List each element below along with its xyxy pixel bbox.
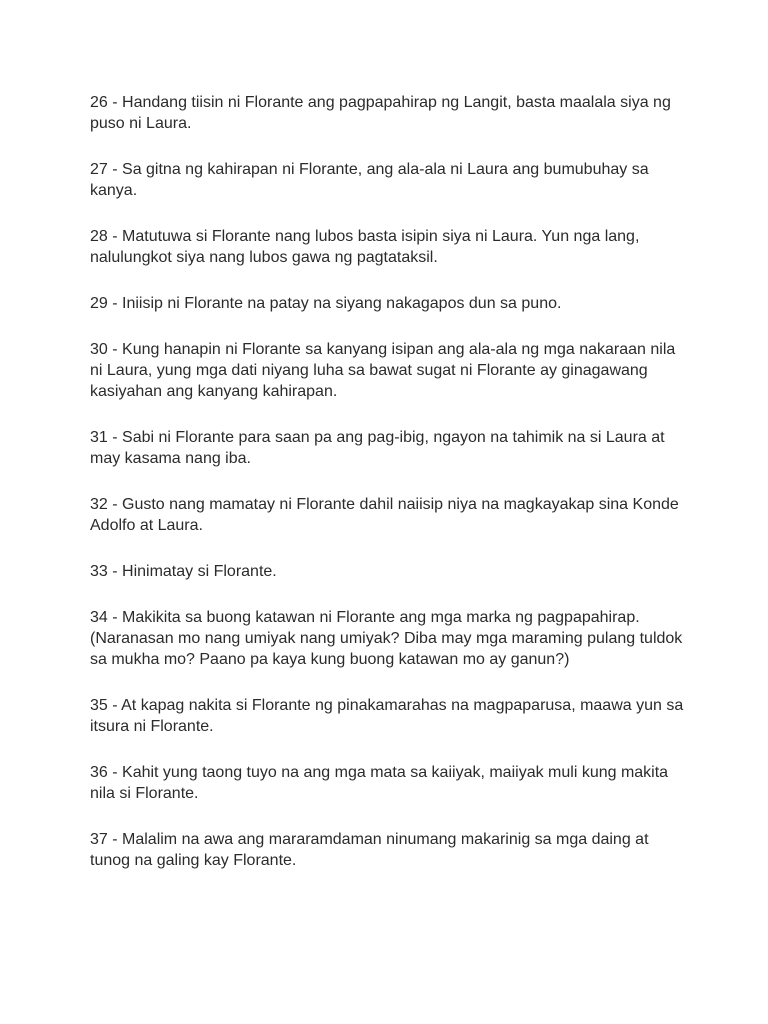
entry-31: 31 - Sabi ni Florante para saan pa ang pag-ibig, ngayon na tahimik na si Laura at may kasama nang iba. [90,429,665,467]
entry-30: 30 - Kung hanapin ni Florante sa kanyang isipan ang ala-ala ng mga nakaraan nila ni Laura, yung mga dati niyang luha sa bawat sugat ni Florante ay ginagawang kasiyahan ang kanyang kahirapan. [90,341,676,400]
entry-28: 28 - Matutuwa si Florante nang lubos basta isipin siya ni Laura. Yun nga lang, nalulungkot siya nang lubos gawa ng pagtataksil. [90,228,640,266]
entry-29: 29 - Iniisip ni Florante na patay na siyang nakagapos dun sa puno. [90,295,562,312]
document-page [90,92,690,896]
entry-27: 27 - Sa gitna ng kahirapan ni Florante, ang ala-ala ni Laura ang bumubuhay sa kanya. [90,161,649,199]
entry-37: 37 - Malalim na awa ang mararamdaman ninumang makarinig sa mga daing at tunog na galing kay Florante. [90,831,649,869]
entry-34: 34 - Makikita sa buong katawan ni Florante ang mga marka ng pagpapahirap. (Naranasan mo nang umiyak nang umiyak? Diba may mga maraming pulang tuldok sa mukha mo? Paano pa kaya kung buong katawan mo ay ganun?) [90,609,683,668]
entry-33: 33 - Hinimatay si Florante. [90,563,277,580]
entry-35: 35 - At kapag nakita si Florante ng pinakamarahas na magpaparusa, maawa yun sa itsura ni Florante. [90,697,684,735]
entry-26: 26 - Handang tiisin ni Florante ang pagpapahirap ng Langit, basta maalala siya ng puso ni Laura. [90,94,671,132]
entry-32: 32 - Gusto nang mamatay ni Florante dahil naiisip niya na magkayakap sina Konde Adolfo at Laura. [90,496,679,534]
entry-36: 36 - Kahit yung taong tuyo na ang mga mata sa kaiiyak, maiiyak muli kung makita nila si Florante. [90,764,669,802]
